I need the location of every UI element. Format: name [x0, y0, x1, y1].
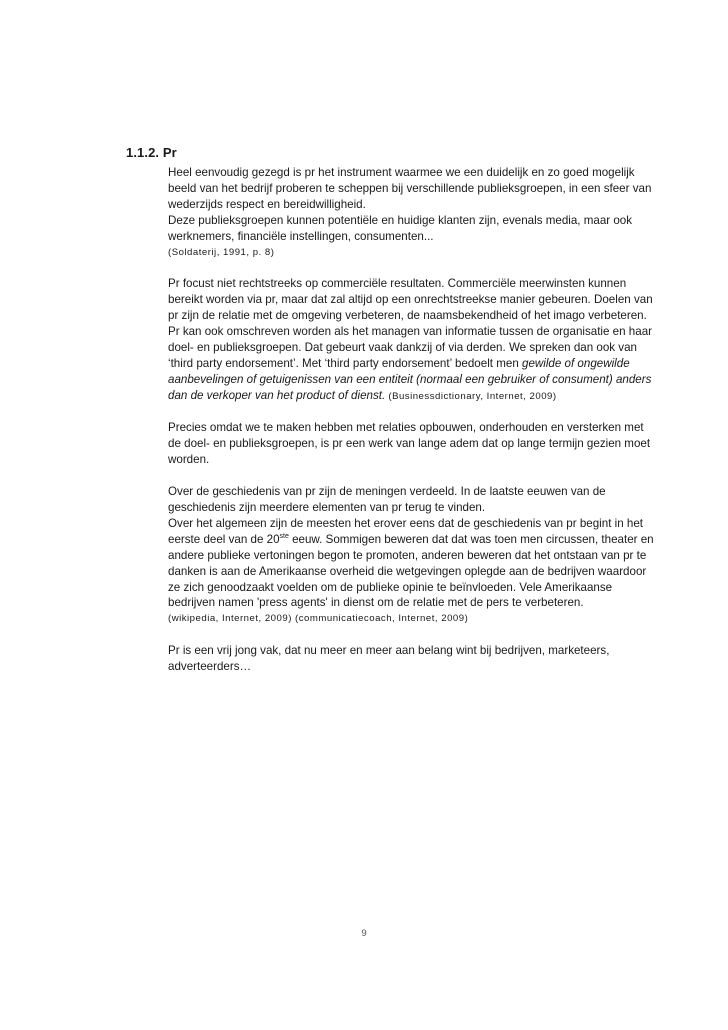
- citation-soldaterij: (Soldaterij, 1991, p. 8): [168, 246, 275, 258]
- endorsement-definition: gewilde of ongewilde aanbevelingen of getuigenissen van een entiteit (normaal een gebruiker of consument) anders dan de verkoper van het product of dienst.: [168, 356, 652, 402]
- section-body: [168, 165, 654, 675]
- paragraph-definition: Heel eenvoudig gezegd is pr het instrument waarmee we een duidelijk en zo goed mogelijk beeld van het bedrijf proberen te scheppen bij verschillende publieksgroepen, in een sfeer van wederzijds respect en bereidwilligheid.: [168, 166, 652, 211]
- ordinal-suffix: ste: [279, 532, 289, 540]
- paragraph-third-party-endorsement: [168, 324, 654, 405]
- citation-wikipedia-communicatiecoach: (wikipedia, Internet, 2009) (communicatiecoach, Internet, 2009): [168, 613, 469, 625]
- history-text-end: eeuw. Sommigen beweren dat dat was toen men circussen, theater en andere publieke vertoningen begon te promoten, anderen beweren dat het ontstaan van pr te danken is aan de Amerikaanse overheid die wetgevingen oplegde aan de bedrijven waardoor ze zich genoodzaakt voelden om de publieke opinie te beïnvloeden. Vele Amerikaanse bedrijven namen 'press agents' in dienst om de relatie met de pers te verbeteren.: [168, 532, 654, 610]
- paragraph-history-detail: [168, 516, 654, 611]
- paragraph-history-intro: Over de geschiedenis van pr zijn de meningen verdeeld. In de laatste eeuwen van de geschiedenis zijn meerdere elementen van pr terug te vinden.: [168, 485, 606, 514]
- page-number: 9: [361, 928, 367, 939]
- history-text-start: Over het algemeen zijn de meesten het erover eens dat de geschiedenis van pr begint in het eerste deel van de 20: [168, 516, 643, 546]
- paragraph-long-term: Precies omdat we te maken hebben met relaties opbouwen, onderhouden en versterken met de doel- en publieksgroepen, is pr een werk van lange adem dat op lange termijn gezien moet worden.: [168, 421, 651, 467]
- citation-businessdictionary: (Businessdictionary, Internet, 2009): [385, 390, 557, 402]
- endorsement-text: Pr kan ook omschreven worden als het managen van informatie tussen de organisatie en haar doel- en publieksgroepen. Dat gebeurt vaak dankzij of via derden. We spreken dan ook van ‘third party endorsement’. Met ‘third party endorsement’ bedoelt men: [168, 325, 652, 370]
- section-heading: 1.1.2. Pr: [126, 145, 177, 160]
- paragraph-young-field: Pr is een vrij jong vak, dat nu meer en meer aan belang wint bij bedrijven, marketeers, adverteerders…: [168, 644, 610, 674]
- paragraph-publieksgroepen: Deze publieksgroepen kunnen potentiële en huidige klanten zijn, evenals media, maar ook werknemers, financiële instellingen, consumenten...: [168, 213, 633, 243]
- paragraph-commercial-results: Pr focust niet rechtstreeks op commerciële resultaten. Commerciële meerwinsten kunnen bereikt worden via pr, maar dat zal altijd op een onrechtstreekse manier gebeuren. Doelen van pr zijn de relatie met de omgeving verbeteren, de naamsbekendheid of het imago verbeteren.: [168, 277, 653, 323]
